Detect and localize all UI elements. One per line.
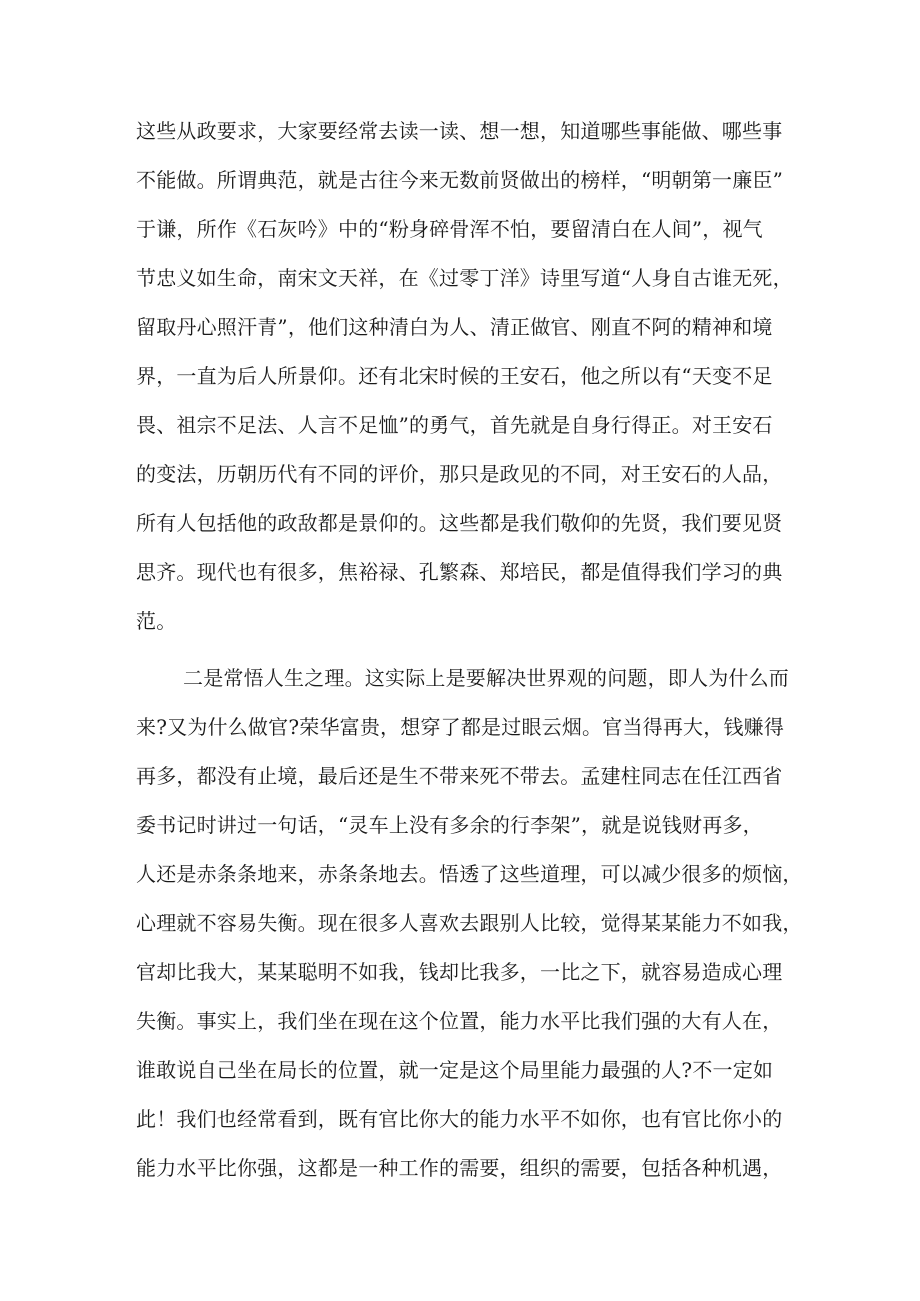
paragraph-1-line: 不能做。所谓典范，就是古往今来无数前贤做出的榜样，“明朝第一廉臣” — [136, 168, 784, 192]
paragraph-2-line: 再多，都没有止境，最后还是生不带来死不带去。孟建柱同志在任江西省 — [136, 764, 783, 788]
paragraph-1-line: 留取丹心照汗青”，他们这种清白为人、清正做官、刚直不阿的精神和境 — [136, 315, 773, 339]
paragraph-1-line: 思齐。现代也有很多，焦裕禄、孔繁森、郑培民，都是值得我们学习的典 — [136, 560, 783, 584]
paragraph-2-line: 谁敢说自己坐在局长的位置，就一定是这个局里能力最强的人?不一定如 — [136, 1058, 774, 1082]
paragraph-1-line: 畏、祖宗不足法、人言不足恤”的勇气，首先就是自身行得正。对王安石 — [136, 413, 773, 437]
paragraph-2-line: 此！我们也经常看到，既有官比你大的能力水平不如你，也有官比你小的 — [136, 1107, 783, 1131]
paragraph-1-line: 于谦，所作《石灰吟》中的“粉身碎骨浑不怕，要留清白在人间”，视气 — [136, 217, 763, 241]
paragraph-2-line: 二是常悟人生之理。这实际上是要解决世界观的问题，即人为什么而 — [183, 666, 789, 690]
paragraph-2-line: 来?又为什么做官?荣华富贵，想穿了都是过眼云烟。官当得再大，钱赚得 — [136, 715, 785, 739]
paragraph-2-line: 心理就不容易失衡。现在很多人喜欢去跟别人比较，觉得某某能力不如我， — [136, 911, 803, 935]
paragraph-2-line: 能力水平比你强，这都是一种工作的需要，组织的需要，包括各种机遇， — [136, 1156, 783, 1180]
paragraph-1-line: 范。 — [136, 609, 177, 633]
paragraph-1-line: 节忠义如生命，南宋文天祥，在《过零丁洋》诗里写道“人身自古谁无死， — [136, 266, 793, 290]
paragraph-2-line: 人还是赤条条地来，赤条条地去。悟透了这些道理，可以减少很多的烦恼， — [136, 862, 803, 886]
paragraph-1-line: 的变法，历朝历代有不同的评价，那只是政见的不同，对王安石的人品， — [136, 462, 783, 486]
paragraph-1-line: 所有人包括他的政敌都是景仰的。这些都是我们敬仰的先贤，我们要见贤 — [136, 511, 783, 535]
paragraph-2-line: 失衡。事实上，我们坐在现在这个位置，能力水平比我们强的大有人在， — [136, 1009, 783, 1033]
paragraph-2-line: 委书记时讲过一句话，“灵车上没有多余的行李架”，就是说钱财再多， — [136, 813, 763, 837]
paragraph-2-line: 官却比我大，某某聪明不如我，钱却比我多，一比之下，就容易造成心理 — [136, 960, 783, 984]
paragraph-1-line: 这些从政要求，大家要经常去读一读、想一想，知道哪些事能做、哪些事 — [136, 119, 783, 143]
paragraph-1-line: 界，一直为后人所景仰。还有北宋时候的王安石，他之所以有“天变不足 — [136, 364, 773, 388]
